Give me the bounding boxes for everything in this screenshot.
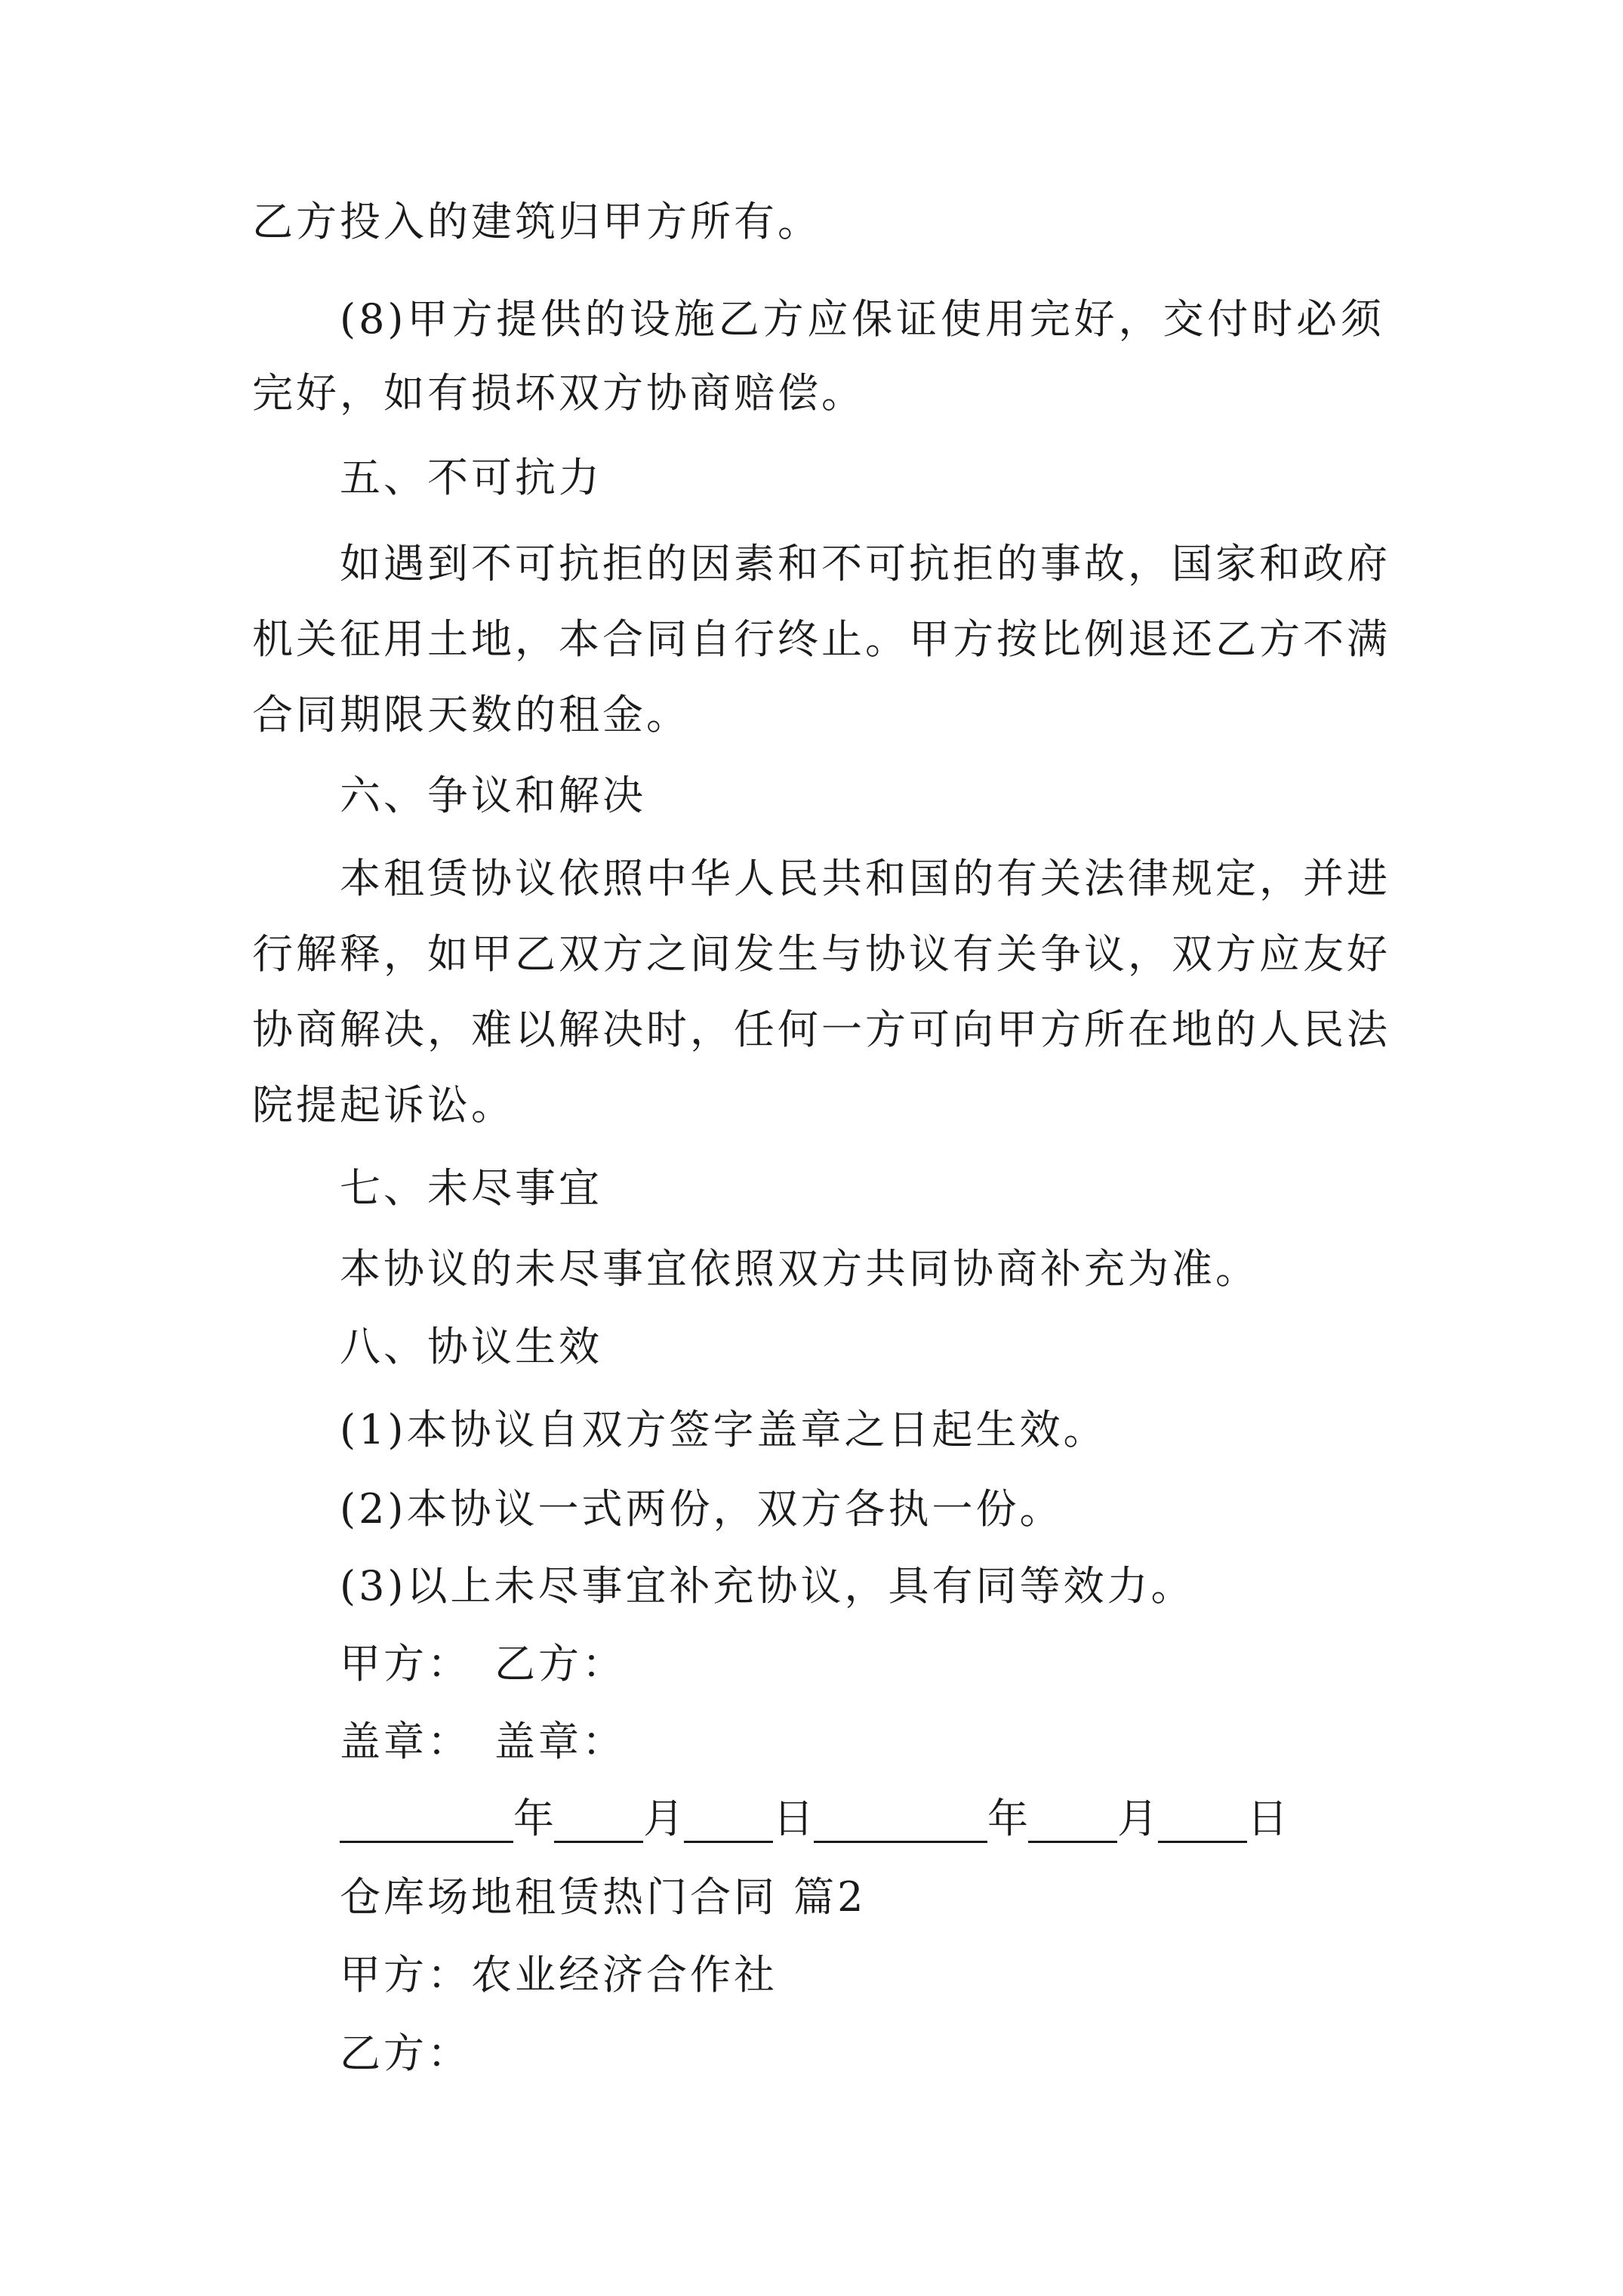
month-label-b: 月 bbox=[1117, 1795, 1158, 1842]
paragraph-line: 院提起诉讼。 bbox=[252, 1081, 515, 1129]
year-label-a: 年 bbox=[513, 1795, 554, 1842]
paragraph-line: 如遇到不可抗拒的因素和不可抗拒的事故，国家和政府 bbox=[340, 540, 1390, 587]
paragraph-line: 机关征用土地，本合同自行终止。甲方按比例退还乙方不满 bbox=[252, 615, 1390, 663]
clause-8-line: (8)甲方提供的设施乙方应保证使用完好，交付时必须 bbox=[340, 295, 1384, 343]
seal-labels-line: 盖章： 盖章： bbox=[340, 1718, 626, 1765]
year-blank-a[interactable] bbox=[340, 1798, 513, 1843]
paragraph-line: 完好，如有损坏双方协商赔偿。 bbox=[252, 369, 865, 417]
date-signature-row bbox=[340, 1795, 1548, 1843]
clause-2-line: (2)本协议一式两份，双方各执一份。 bbox=[340, 1485, 1064, 1533]
day-blank-a[interactable] bbox=[684, 1798, 773, 1843]
clause-3-line: (3)以上未尽事宜补充协议，具有同等效力。 bbox=[340, 1562, 1195, 1610]
year-label-b: 年 bbox=[987, 1795, 1028, 1842]
section-heading-disputes: 六、争议和解决 bbox=[340, 772, 646, 819]
year-blank-b[interactable] bbox=[814, 1798, 987, 1843]
paragraph-line: 乙方投入的建筑归甲方所有。 bbox=[252, 198, 821, 245]
paragraph-line: 本协议的未尽事宜依照双方共同协商补充为准。 bbox=[340, 1245, 1259, 1293]
paragraph-line: 协商解决，难以解决时，任何一方可向甲方所在地的人民法 bbox=[252, 1006, 1390, 1053]
party-a-line: 甲方：农业经济合作社 bbox=[340, 1951, 778, 1999]
clause-1-line: (1)本协议自双方签字盖章之日起生效。 bbox=[340, 1406, 1107, 1453]
section-heading-other-matters: 七、未尽事宜 bbox=[340, 1164, 602, 1212]
section-heading-effectiveness: 八、协议生效 bbox=[340, 1323, 602, 1370]
month-blank-a[interactable] bbox=[554, 1798, 643, 1843]
party-labels-line: 甲方： 乙方： bbox=[340, 1640, 626, 1687]
party-b-line: 乙方： bbox=[340, 2029, 471, 2077]
month-label-a: 月 bbox=[643, 1795, 684, 1842]
month-blank-b[interactable] bbox=[1028, 1798, 1117, 1843]
paragraph-line: 本租赁协议依照中华人民共和国的有关法律规定，并进 bbox=[340, 855, 1390, 902]
contract-title-part-2: 仓库场地租赁热门合同 篇2 bbox=[340, 1873, 867, 1921]
day-label-b: 日 bbox=[1247, 1795, 1288, 1842]
day-blank-b[interactable] bbox=[1158, 1798, 1247, 1843]
day-label-a: 日 bbox=[773, 1795, 814, 1842]
paragraph-line: 合同期限天数的租金。 bbox=[252, 691, 690, 738]
paragraph-line: 行解释，如甲乙双方之间发生与协议有关争议，双方应友好 bbox=[252, 930, 1390, 978]
section-heading-force-majeure: 五、不可抗力 bbox=[340, 454, 602, 501]
